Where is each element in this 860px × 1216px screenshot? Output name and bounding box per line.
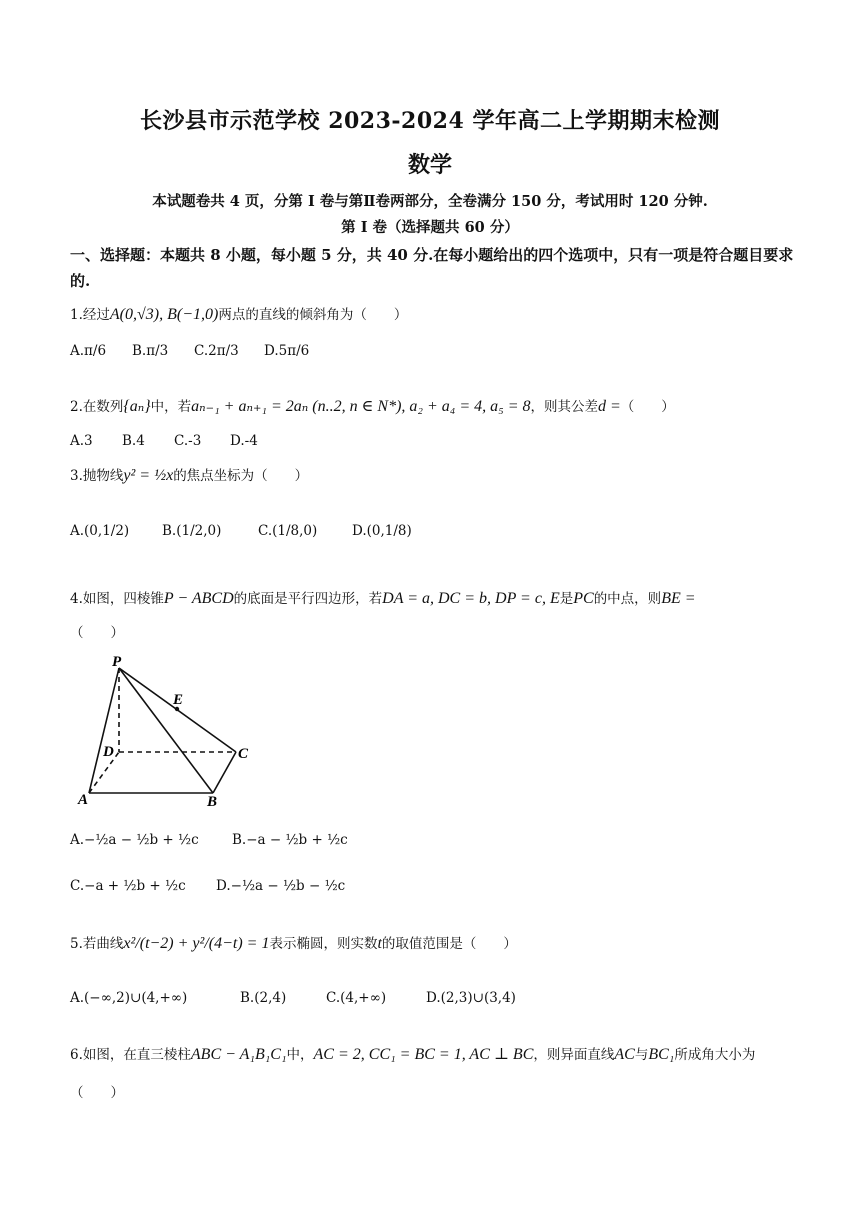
question-text: 中，若 [150,399,192,415]
question-text: 两点的直线的倾斜角为（ ） [218,307,408,323]
option-b: B.4 [122,433,145,449]
math-expression: AC = 2, CC₁ = BC = 1, AC ⊥ BC [313,1046,534,1063]
question-text: 表示椭圆，则实数 [269,936,378,952]
question-number: 3. [70,468,83,484]
option-d: D.(0,1/8) [352,523,412,539]
math-expression: A(0,√3), B(−1,0) [109,306,219,323]
edge-pa [89,668,119,793]
question-text: 中， [286,1047,314,1063]
question-text: 抛物线 [82,468,124,484]
option-a: A.π/6 [70,343,107,359]
label-d: D [103,744,114,760]
option-a: A.−½a − ½b + ½c [70,832,199,848]
question-text: 如图，四棱锥 [82,591,164,607]
question-text: 的底面是平行四边形，若 [233,591,383,607]
math-expression: x²/(t−2) + y²/(4−t) = 1 [123,935,270,952]
page-title: 长沙县市示范学校 2023-2024 学年高二上学期期末检测 [140,108,720,134]
math-expression: aₙ₋₁ + aₙ₊₁ = 2aₙ (n..2, n ∈ N*), a₂ + a₄ = 4, a₅ = 8 [191,398,531,415]
option-a: A.(−∞,2)∪(4,+∞) [70,990,188,1006]
question-text: ，则其公差 [530,399,598,415]
question-text: 的取值范围是（ ） [381,936,517,952]
label-b: B [207,794,218,810]
option-a: A.(0,1/2) [70,523,130,539]
option-a: A.3 [70,433,93,449]
question-text: 在数列 [82,399,124,415]
question-text: ，则异面直线 [533,1047,615,1063]
option-d: D.5π/6 [264,343,310,359]
math-expression: y² = ½x [123,467,174,484]
pyramid-figure [70,650,260,810]
question-text: 是 [559,591,574,607]
option-b: B.(1/2,0) [162,523,222,539]
question-5 [70,934,800,954]
question-text: （ ） [70,625,124,641]
option-d: D.(2,3)∪(3,4) [426,990,516,1006]
question-text: （ ） [620,399,675,415]
question-4 [70,582,800,650]
math-expression: ABC − A₁B₁C₁ [190,1046,287,1063]
question-text: 与 [634,1047,649,1063]
option-d: D.−½a − ½b − ½c [216,878,346,894]
edge-bc [213,752,236,793]
question-number: 1. [70,307,83,323]
label-e: E [173,692,184,708]
question-6 [70,1036,800,1112]
question-number: 4. [70,591,83,607]
option-c: C.−a + ½b + ½c [70,878,186,894]
math-expression: t [377,935,382,952]
question-number: 5. [70,936,83,952]
math-expression: AC [614,1046,635,1063]
question-text: 如图，在直三棱柱 [82,1047,191,1063]
question-2 [70,397,800,417]
label-p: P [112,654,122,670]
option-c: C.(4,+∞) [326,990,387,1006]
question-text: 若曲线 [82,936,124,952]
option-d: D.-4 [230,433,258,449]
option-c: C.-3 [174,433,202,449]
label-c: C [238,746,249,762]
label-a: A [78,792,89,808]
option-b: B.−a − ½b + ½c [232,832,348,848]
math-expression: BE = [661,590,696,607]
question-text: 的中点，则 [593,591,662,607]
subject-title: 数学 [407,152,452,178]
math-expression: DA = a, DC = b, DP = c, E [382,590,560,607]
question-text: 的焦点坐标为（ ） [173,468,309,484]
section-heading: 一、选择题：本题共 8 小题，每小题 5 分，共 40 分.在每小题给出的四个选项中，只有一项是符合题目要求的. [70,246,794,290]
exam-instructions: 本试题卷共 4 页，分第 I 卷与第Ⅱ卷两部分，全卷满分 150 分，考试用时 120 分钟. [152,193,708,210]
math-expression: PC [573,590,594,607]
math-expression: {aₙ} [123,398,151,415]
question-1 [70,305,800,325]
math-expression: d = [597,398,621,415]
option-b: B.(2,4) [240,990,287,1006]
part-heading: 第 I 卷（选择题共 60 分） [341,219,519,236]
option-b: B.π/3 [132,343,169,359]
option-c: C.(1/8,0) [258,523,318,539]
math-expression: BC₁ [648,1046,675,1063]
question-number: 6. [70,1047,83,1063]
question-text: 经过 [82,307,110,323]
edge-pb [119,668,213,793]
question-text: 所成角大小为（ ） [70,1047,756,1101]
option-c: C.2π/3 [194,343,239,359]
question-number: 2. [70,399,83,415]
math-expression: P − ABCD [163,590,234,607]
question-3 [70,466,800,486]
